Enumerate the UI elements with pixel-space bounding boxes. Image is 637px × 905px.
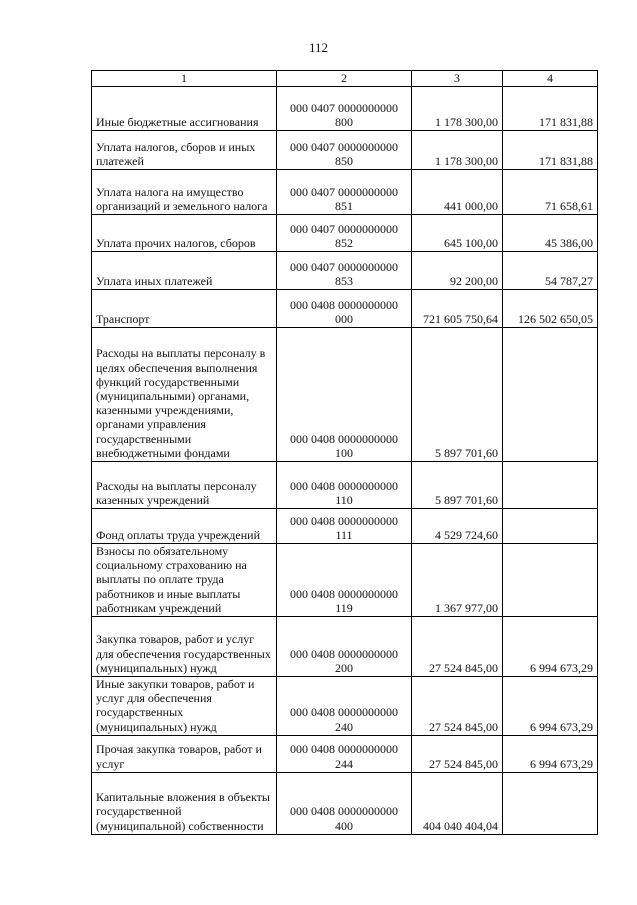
- row-code: 000 0408 0000000000 100: [277, 328, 412, 462]
- row-amount-col3: 721 605 750,64: [412, 290, 503, 328]
- column-header-2: 2: [277, 71, 412, 87]
- table-row: [92, 735, 598, 772]
- row-name: Иные закупки товаров, работ и услуг для обеспечения государственных (муниципальных) нужд: [92, 677, 277, 736]
- row-code: 000 0408 0000000000 240: [277, 677, 412, 736]
- table-row: [92, 772, 598, 834]
- row-amount-col3: 92 200,00: [412, 252, 503, 290]
- table-row: [92, 462, 598, 509]
- row-code: 000 0408 0000000000 000: [277, 290, 412, 328]
- row-amount-col3: 1 178 300,00: [412, 131, 503, 170]
- row-amount-col3: 4 529 724,60: [412, 509, 503, 544]
- table-row: [92, 617, 598, 677]
- row-amount-col3: 1 367 977,00: [412, 544, 503, 617]
- row-code: 000 0407 0000000000 853: [277, 252, 412, 290]
- row-amount-col4: 6 994 673,29: [503, 735, 598, 772]
- row-code: 000 0407 0000000000 800: [277, 87, 412, 131]
- row-amount-col4: 45 386,00: [503, 215, 598, 252]
- row-code: 000 0407 0000000000 851: [277, 170, 412, 215]
- row-name: Уплата иных платежей: [92, 252, 277, 290]
- row-name: Фонд оплаты труда учреждений: [92, 509, 277, 544]
- row-amount-col4: 126 502 650,05: [503, 290, 598, 328]
- row-code: 000 0408 0000000000 119: [277, 544, 412, 617]
- row-amount-col4: [503, 462, 598, 509]
- row-name: Расходы на выплаты персоналу казенных учреждений: [92, 462, 277, 509]
- table-row: [92, 677, 598, 736]
- row-name: Прочая закупка товаров, работ и услуг: [92, 735, 277, 772]
- row-amount-col4: 171 831,88: [503, 87, 598, 131]
- row-name: Транспорт: [92, 290, 277, 328]
- table-row: [92, 328, 598, 462]
- row-amount-col3: 645 100,00: [412, 215, 503, 252]
- row-amount-col4: 6 994 673,29: [503, 677, 598, 736]
- row-amount-col3: 1 178 300,00: [412, 87, 503, 131]
- row-name: Капитальные вложения в объекты государственной (муниципальной) собственности: [92, 772, 277, 834]
- row-amount-col3: 5 897 701,60: [412, 462, 503, 509]
- row-name: Уплата налогов, сборов и иных платежей: [92, 131, 277, 170]
- row-amount-col4: [503, 509, 598, 544]
- table-row: [92, 215, 598, 252]
- row-amount-col3: 27 524 845,00: [412, 677, 503, 736]
- row-amount-col4: 54 787,27: [503, 252, 598, 290]
- row-name: Уплата налога на имущество организаций и земельного налога: [92, 170, 277, 215]
- table-row: [92, 509, 598, 544]
- column-header-4: 4: [503, 71, 598, 87]
- row-amount-col4: [503, 772, 598, 834]
- budget-table: [91, 70, 598, 835]
- row-amount-col4: 71 658,61: [503, 170, 598, 215]
- row-code: 000 0407 0000000000 852: [277, 215, 412, 252]
- column-header-1: 1: [92, 71, 277, 87]
- row-code: 000 0407 0000000000 850: [277, 131, 412, 170]
- row-amount-col3: 404 040 404,04: [412, 772, 503, 834]
- row-code: 000 0408 0000000000 244: [277, 735, 412, 772]
- row-name: Уплата прочих налогов, сборов: [92, 215, 277, 252]
- row-code: 000 0408 0000000000 400: [277, 772, 412, 834]
- row-amount-col3: 5 897 701,60: [412, 328, 503, 462]
- row-name: Взносы по обязательному социальному страхованию на выплаты по оплате труда работников и иные выплаты работникам учреждений: [92, 544, 277, 617]
- table-row: [92, 290, 598, 328]
- header-row: [92, 71, 598, 87]
- row-name: Иные бюджетные ассигнования: [92, 87, 277, 131]
- row-amount-col3: 441 000,00: [412, 170, 503, 215]
- row-amount-col3: 27 524 845,00: [412, 735, 503, 772]
- table-row: [92, 131, 598, 170]
- table-row: [92, 544, 598, 617]
- row-amount-col3: 27 524 845,00: [412, 617, 503, 677]
- row-amount-col4: 171 831,88: [503, 131, 598, 170]
- row-code: 000 0408 0000000000 110: [277, 462, 412, 509]
- page-number: 112: [308, 40, 329, 55]
- table-row: [92, 87, 598, 131]
- column-header-3: 3: [412, 71, 503, 87]
- row-amount-col4: 6 994 673,29: [503, 617, 598, 677]
- row-code: 000 0408 0000000000 111: [277, 509, 412, 544]
- table-row: [92, 170, 598, 215]
- row-amount-col4: [503, 544, 598, 617]
- table-row: [92, 252, 598, 290]
- row-code: 000 0408 0000000000 200: [277, 617, 412, 677]
- row-name: Расходы на выплаты персоналу в целях обеспечения выполнения функций государственными (муниципальными) органами, казенными учреждениями, органами управления государственными внебюджетными фондами: [92, 328, 277, 462]
- row-name: Закупка товаров, работ и услуг для обеспечения государственных (муниципальных) нужд: [92, 617, 277, 677]
- row-amount-col4: [503, 328, 598, 462]
